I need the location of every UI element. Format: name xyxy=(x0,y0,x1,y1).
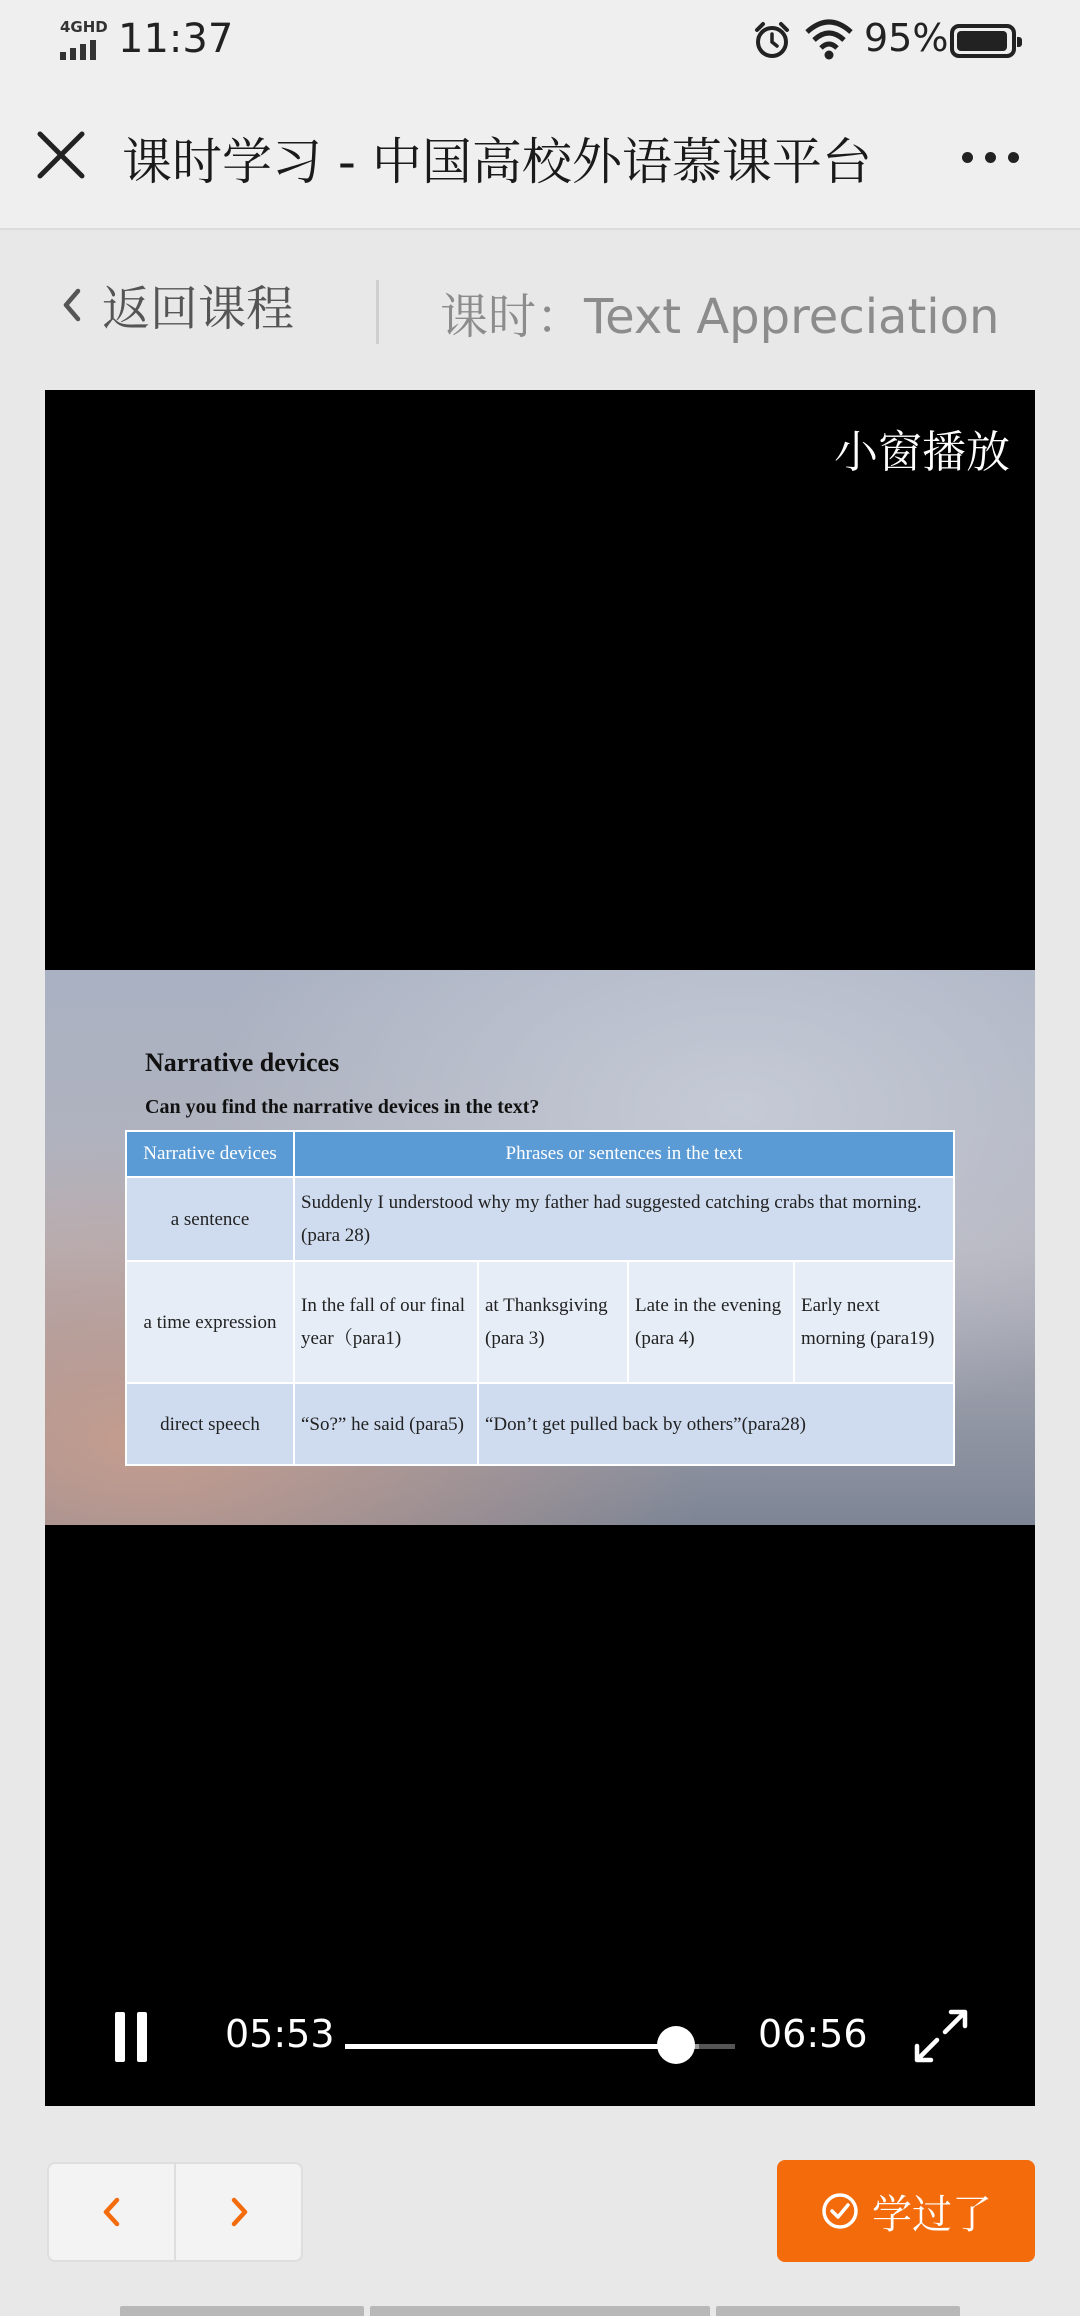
battery-percent: 95% xyxy=(864,16,949,60)
next-lesson-button[interactable] xyxy=(176,2164,301,2260)
status-bar xyxy=(0,0,1080,84)
status-time: 11:37 xyxy=(118,16,234,62)
pause-icon xyxy=(115,2012,125,2062)
table-cell: at Thanksgiving (para 3) xyxy=(478,1261,628,1383)
table-row xyxy=(126,1383,954,1465)
chevron-left-icon xyxy=(60,285,84,325)
more-icon[interactable] xyxy=(962,142,1032,172)
slide-title: Narrative devices xyxy=(145,1048,340,1077)
table-cell: Suddenly I understood why my father had suggested catching crabs that morning. (para 28) xyxy=(294,1177,954,1261)
table-cell: Late in the evening (para 4) xyxy=(628,1261,794,1383)
total-time: 06:56 xyxy=(758,2012,868,2056)
check-circle-icon xyxy=(820,2191,860,2231)
battery-icon xyxy=(950,24,1016,58)
video-player[interactable] xyxy=(45,390,1035,2106)
video-frame-slide xyxy=(45,970,1035,1525)
video-controls xyxy=(45,1966,1035,2106)
table-header: Narrative devices xyxy=(126,1131,294,1177)
signal-icon xyxy=(58,18,108,62)
table-cell: In the fall of our final year（para1) xyxy=(294,1261,478,1383)
table-cell: “So?” he said (para5) xyxy=(294,1383,478,1465)
mark-learned-button[interactable] xyxy=(777,2160,1035,2262)
prev-icon xyxy=(100,2195,124,2229)
table-cell: direct speech xyxy=(126,1383,294,1465)
next-icon xyxy=(227,2195,251,2229)
bottom-tab-strip xyxy=(120,2306,960,2316)
slide-question: Can you find the narrative devices in the text? xyxy=(145,1096,540,1118)
mini-window-button[interactable]: 小窗播放 xyxy=(834,427,1010,478)
fullscreen-icon[interactable] xyxy=(913,2008,969,2064)
table-cell: a time expression xyxy=(126,1261,294,1383)
lesson-nav xyxy=(0,230,1080,390)
lesson-pager xyxy=(47,2162,303,2262)
table-cell: “Don’t get pulled back by others”(para28) xyxy=(478,1383,954,1465)
seek-handle[interactable] xyxy=(657,2026,695,2064)
network-type: 4GHD xyxy=(60,18,108,36)
table-row xyxy=(126,1261,954,1383)
close-icon[interactable] xyxy=(32,126,90,184)
pause-button[interactable] xyxy=(113,2012,149,2062)
mark-learned-label: 学过了 xyxy=(872,2191,992,2238)
current-time: 05:53 xyxy=(225,2012,335,2056)
played-bar xyxy=(345,2044,676,2049)
back-to-course-button[interactable] xyxy=(60,270,294,339)
slide-table xyxy=(125,1130,955,1466)
back-to-course-label: 返回课程 xyxy=(102,281,295,337)
alarm-icon xyxy=(752,20,792,60)
prev-lesson-button[interactable] xyxy=(49,2164,174,2260)
table-cell: Early next morning (para19) xyxy=(794,1261,954,1383)
page-title: 课时学习 - 中国高校外语慕课平台 xyxy=(122,133,872,191)
divider xyxy=(376,280,379,344)
lesson-title: 课时：Text Appreciation xyxy=(440,289,1000,345)
table-cell: a sentence xyxy=(126,1177,294,1261)
table-row xyxy=(126,1177,954,1261)
app-bar xyxy=(0,84,1080,230)
table-header: Phrases or sentences in the text xyxy=(294,1131,954,1177)
wifi-icon xyxy=(804,18,854,62)
